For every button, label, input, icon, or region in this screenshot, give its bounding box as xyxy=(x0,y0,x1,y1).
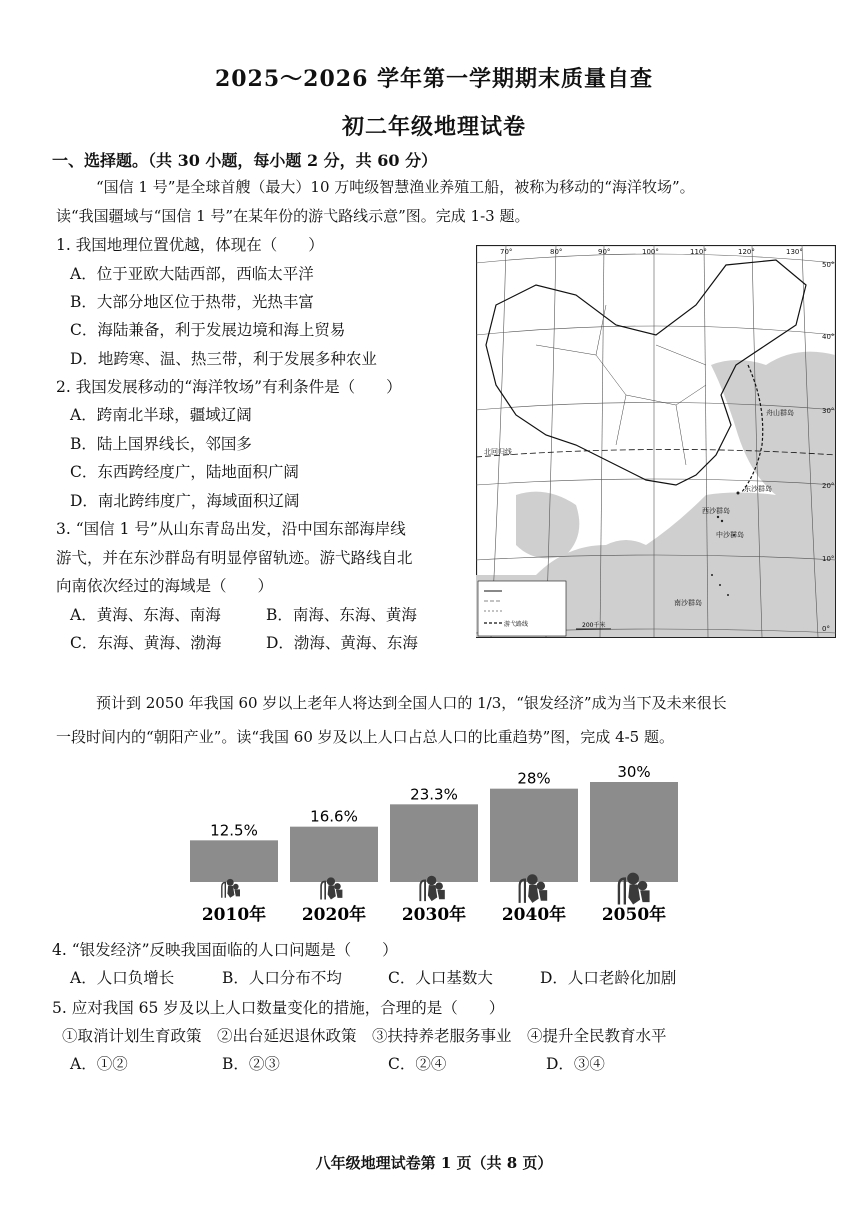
q5-option-a[interactable]: A．①② xyxy=(70,1055,128,1073)
lat-label: 0° xyxy=(822,625,830,633)
chart-bar-3 xyxy=(390,804,478,882)
q1-option-b[interactable]: B．大部分地区位于热带，光热丰富 xyxy=(70,293,314,311)
intro2-line1: 预计到 2050 年我国 60 岁以上老年人将达到全国人口的 1/3，“银发经济”成为当下及未来很长 xyxy=(96,694,727,712)
q3-option-d[interactable]: D．渤海、黄海、东海 xyxy=(266,634,418,652)
q5-option-d[interactable]: D．③④ xyxy=(546,1055,605,1073)
aging-population-bar-chart xyxy=(180,760,690,925)
q2-option-a[interactable]: A．跨南北半球，疆域辽阔 xyxy=(70,406,252,424)
q2-option-b[interactable]: B．陆上国界线长，邻国多 xyxy=(70,435,252,453)
intro1-line1: “国信 1 号”是全球首艘（最大）10 万吨级智慧渔业养殖工船，被称为移动的“海洋牧场”。 xyxy=(96,178,695,196)
chart-value-label: 16.6% xyxy=(310,807,358,826)
lon-label: 130° xyxy=(786,248,803,256)
q3-option-a[interactable]: A．黄海、东海、南海 xyxy=(70,606,221,624)
lon-label: 80° xyxy=(550,248,563,256)
chart-category-label: 2010年 xyxy=(201,905,267,925)
label-tropic: 北回归线 xyxy=(484,448,512,456)
label-zhongsha: 中沙群岛 xyxy=(716,531,744,539)
label-nansha: 南沙群岛 xyxy=(674,599,702,607)
q4-option-d[interactable]: D．人口老龄化加剧 xyxy=(540,969,677,987)
q5-statements: ①取消计划生育政策 ②出台延迟退休政策 ③扶持养老服务事业 ④提升全民教育水平 xyxy=(62,1027,667,1045)
q4-option-c[interactable]: C．人口基数大 xyxy=(388,969,493,987)
q1-option-d[interactable]: D．地跨寒、温、热三带，利于发展多种农业 xyxy=(70,350,377,368)
legend-route-label: 游弋路线 xyxy=(504,621,529,628)
q2-option-d[interactable]: D．南北跨纬度广，海域面积辽阔 xyxy=(70,492,300,510)
lat-label: 10° xyxy=(822,555,835,563)
china-territory-route-map xyxy=(476,245,836,638)
q1-stem: 1. 我国地理位置优越，体现在（ ） xyxy=(56,236,324,254)
lon-label: 120° xyxy=(738,248,755,256)
exam-title: 2025～2026 学年第一学期期末质量自查 xyxy=(214,66,654,92)
lon-label: 110° xyxy=(690,248,707,256)
q3-stem-line1: 3. “国信 1 号”从山东青岛出发，沿中国东部海岸线 xyxy=(56,520,406,538)
lon-label: 70° xyxy=(500,248,513,256)
chart-category-label: 2020年 xyxy=(301,905,367,925)
q5-stem: 5. 应对我国 65 岁及以上人口数量变化的措施，合理的是（ ） xyxy=(52,999,505,1017)
lat-label: 20° xyxy=(822,482,835,490)
q2-option-c[interactable]: C．东西跨经度广，陆地面积广阔 xyxy=(70,463,299,481)
q3-stem-line2: 游弋，并在东沙群岛有明显停留轨迹。游弋路线自北 xyxy=(56,549,413,567)
lat-label: 30° xyxy=(822,407,835,415)
q1-option-a[interactable]: A．位于亚欧大陆西部，西临太平洋 xyxy=(70,265,314,283)
label-zhoushan: 舟山群岛 xyxy=(766,409,794,417)
q5-option-c[interactable]: C．②④ xyxy=(388,1055,447,1073)
lat-label: 40° xyxy=(822,333,835,341)
section-heading: 一、选择题。（共 30 小题，每小题 2 分，共 60 分） xyxy=(52,151,438,170)
chart-category-label: 2040年 xyxy=(501,905,567,925)
q4-stem: 4. “银发经济”反映我国面临的人口问题是（ ） xyxy=(52,941,398,959)
chart-value-label: 23.3% xyxy=(410,785,458,804)
lat-label: 50° xyxy=(822,261,835,269)
q3-option-b[interactable]: B．南海、东海、黄海 xyxy=(266,606,417,624)
chart-category-label: 2050年 xyxy=(601,905,667,925)
chart-category-label: 2030年 xyxy=(401,905,467,925)
q4-option-b[interactable]: B．人口分布不均 xyxy=(222,969,342,987)
lon-label: 100° xyxy=(642,248,659,256)
chart-bar-5 xyxy=(590,782,678,882)
q1-option-c[interactable]: C．海陆兼备，利于发展边境和海上贸易 xyxy=(70,321,346,339)
label-dongsha: 东沙群岛 xyxy=(744,485,772,493)
map-legend xyxy=(478,581,566,636)
chart-bar-1 xyxy=(190,840,278,882)
sea-area-bay xyxy=(516,492,579,559)
q3-option-c[interactable]: C．东海、黄海、渤海 xyxy=(70,634,222,652)
q2-stem: 2. 我国发展移动的“海洋牧场”有利条件是（ ） xyxy=(56,378,402,396)
label-xisha: 西沙群岛 xyxy=(702,507,730,515)
chart-value-label: 28% xyxy=(517,769,551,788)
intro1-line2: 读“我国疆域与“国信 1 号”在某年份的游弋路线示意”图。完成 1-3 题。 xyxy=(56,207,530,225)
scale-label: 200千米 xyxy=(582,622,606,629)
chart-value-label: 12.5% xyxy=(210,821,258,840)
chart-bar-4 xyxy=(490,789,578,882)
lon-label: 90° xyxy=(598,248,611,256)
chart-value-label: 30% xyxy=(617,763,651,781)
q4-option-a[interactable]: A．人口负增长 xyxy=(70,969,175,987)
q5-option-b[interactable]: B．②③ xyxy=(222,1055,280,1073)
intro2-line2: 一段时间内的“朝阳产业”。读“我国 60 岁及以上人口占总人口的比重趋势”图，完成 4-5 题。 xyxy=(56,728,674,746)
exam-subtitle: 初二年级地理试卷 xyxy=(341,114,526,140)
chart-bar-2 xyxy=(290,827,378,882)
q3-stem-line3: 向南依次经过的海域是（ ） xyxy=(56,577,274,595)
page-footer: 八年级地理试卷第 1 页（共 8 页） xyxy=(315,1154,553,1172)
